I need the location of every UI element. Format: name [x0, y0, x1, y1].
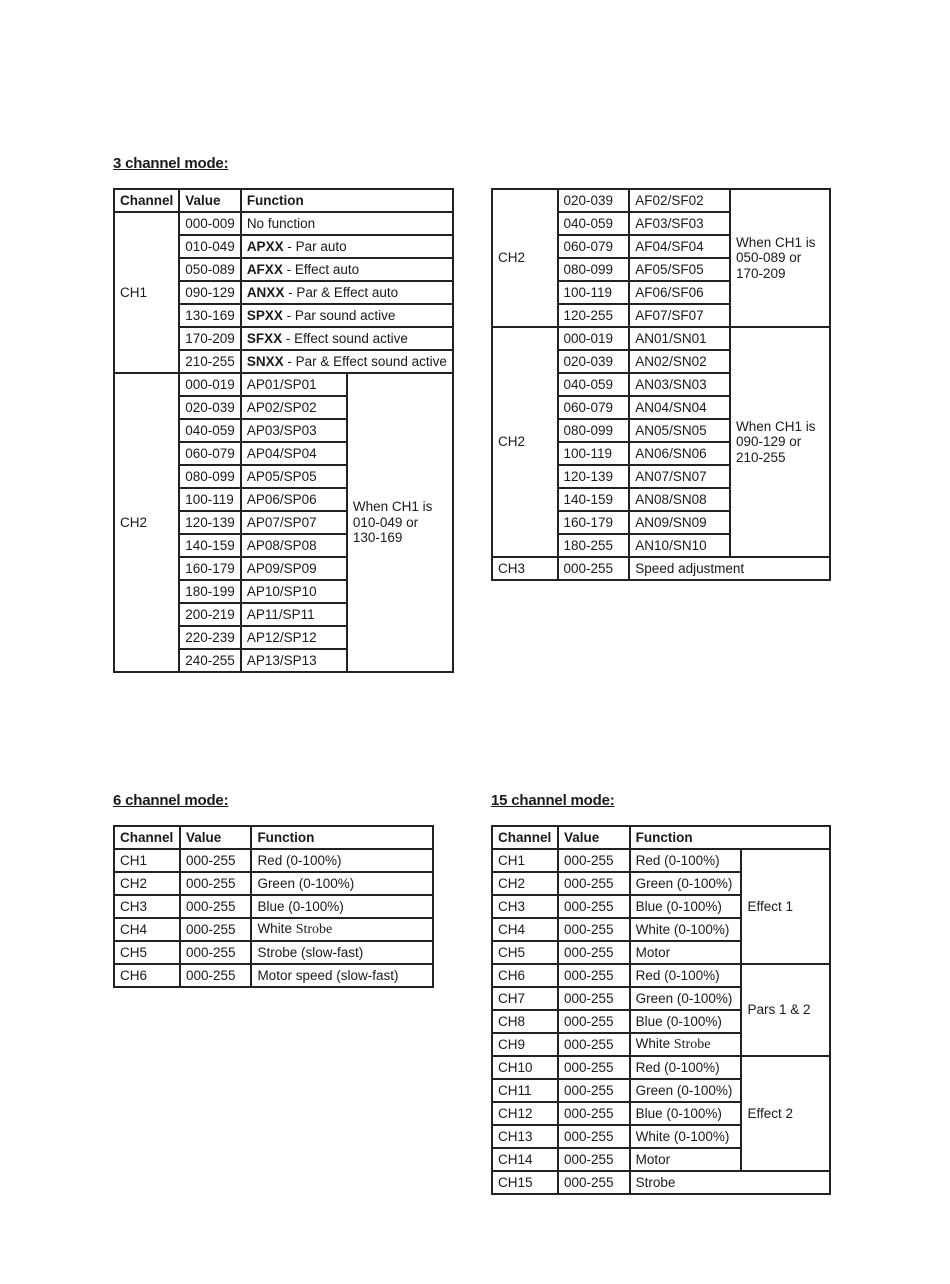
function-cell [241, 304, 453, 327]
value-cell: 180-255 [558, 534, 630, 557]
condition-note: When CH1 is 090-129 or 210-255 [730, 327, 830, 557]
channel-cell: CH15 [492, 1171, 558, 1194]
function-text: Motor [635, 944, 671, 960]
function-cell [241, 258, 453, 281]
value-cell: 060-079 [558, 396, 630, 419]
function-cell [630, 872, 742, 895]
value-cell: 240-255 [179, 649, 241, 672]
function-cell [241, 281, 453, 304]
value-cell: 000-255 [558, 1010, 630, 1033]
function-text: Green (0-100%) [257, 875, 355, 891]
value-cell: 120-139 [558, 465, 630, 488]
table-row [492, 849, 830, 872]
value-cell: 080-099 [558, 419, 630, 442]
group-label: Pars 1 & 2 [741, 964, 830, 1056]
three-channel-table-continued [491, 188, 831, 581]
function-text: White [635, 1035, 671, 1051]
function-text: Blue (0-100%) [635, 1013, 722, 1029]
fifteen-channel-table [491, 825, 831, 1195]
value-cell: 000-255 [558, 918, 630, 941]
function-cell [251, 895, 433, 918]
channel-cell: CH14 [492, 1148, 558, 1171]
value-cell: 000-255 [558, 1079, 630, 1102]
column-header-value: Value [179, 189, 241, 212]
table-row [114, 212, 453, 235]
value-cell: 060-079 [558, 235, 630, 258]
function-cell [251, 872, 433, 895]
value-cell: 000-255 [558, 987, 630, 1010]
table-row [114, 849, 433, 872]
function-cell [251, 849, 433, 872]
function-cell: AP04/SP04 [241, 442, 347, 465]
channel-cell: CH9 [492, 1033, 558, 1056]
function-cell [630, 1056, 742, 1079]
mode-code: ANXX [246, 284, 285, 300]
mode-code: AFXX [246, 261, 283, 277]
value-cell: 050-089 [179, 258, 241, 281]
function-text: White (0-100%) [635, 1128, 730, 1144]
table-row [114, 872, 433, 895]
value-cell: 080-099 [179, 465, 241, 488]
table-row [492, 189, 830, 212]
function-cell [630, 1125, 742, 1148]
table-row [114, 941, 433, 964]
value-cell: 000-255 [180, 895, 251, 918]
function-cell: AN08/SN08 [629, 488, 730, 511]
value-cell: 000-255 [558, 1125, 630, 1148]
function-cell: AP06/SP06 [241, 488, 347, 511]
function-cell: AP13/SP13 [241, 649, 347, 672]
value-cell: 140-159 [558, 488, 630, 511]
channel-cell: CH6 [114, 964, 180, 987]
function-text: - Par auto [283, 238, 347, 254]
value-cell: 000-255 [180, 872, 251, 895]
value-cell: 080-099 [558, 258, 630, 281]
channel-cell: CH10 [492, 1056, 558, 1079]
six-channel-table [113, 825, 434, 988]
value-cell: 020-039 [558, 350, 630, 373]
value-cell: 010-049 [179, 235, 241, 258]
function-text: Red (0-100%) [635, 852, 720, 868]
channel-cell: CH2 [492, 189, 558, 327]
function-cell: AN05/SN05 [629, 419, 730, 442]
function-cell [630, 1148, 742, 1171]
column-header-function: Function [630, 826, 830, 849]
function-text: Blue (0-100%) [635, 898, 722, 914]
channel-cell: CH5 [114, 941, 180, 964]
six-channel-heading: 6 channel mode: [113, 792, 229, 809]
function-cell: Speed adjustment [629, 557, 830, 580]
function-cell: AP02/SP02 [241, 396, 347, 419]
column-header-channel: Channel [114, 826, 180, 849]
value-cell: 100-119 [179, 488, 241, 511]
table-row [114, 918, 433, 941]
value-cell: 100-119 [558, 281, 630, 304]
three-channel-heading: 3 channel mode: [113, 155, 229, 172]
function-cell: AN09/SN09 [629, 511, 730, 534]
function-cell: AF03/SF03 [629, 212, 730, 235]
value-cell: 020-039 [179, 396, 241, 419]
condition-note: When CH1 is 010-049 or 130-169 [347, 373, 453, 672]
channel-cell: CH2 [114, 872, 180, 895]
function-text: Green (0-100%) [635, 990, 733, 1006]
function-cell [251, 941, 433, 964]
function-cell [630, 895, 742, 918]
function-text: White (0-100%) [635, 921, 730, 937]
channel-cell: CH4 [114, 918, 180, 941]
value-cell: 000-009 [179, 212, 241, 235]
function-text: - Effect sound active [282, 330, 408, 346]
column-header-channel: Channel [114, 189, 179, 212]
value-cell: 020-039 [558, 189, 630, 212]
value-cell: 000-019 [558, 327, 630, 350]
value-cell: 000-255 [558, 1148, 630, 1171]
function-cell [251, 918, 433, 941]
value-cell: 160-179 [558, 511, 630, 534]
mode-code: SPXX [246, 307, 283, 323]
function-text: White [257, 920, 292, 936]
function-cell: AF05/SF05 [629, 258, 730, 281]
function-cell: AP03/SP03 [241, 419, 347, 442]
function-text: No function [246, 215, 316, 231]
function-text: Blue (0-100%) [257, 898, 344, 914]
function-text: - Par & Effect auto [284, 284, 399, 300]
function-cell [241, 212, 453, 235]
function-cell: AN07/SN07 [629, 465, 730, 488]
value-cell: 000-255 [558, 941, 630, 964]
channel-cell: CH11 [492, 1079, 558, 1102]
function-text: Motor [635, 1151, 671, 1167]
function-text: Red (0-100%) [635, 967, 720, 983]
table-row [492, 964, 830, 987]
value-cell: 000-255 [180, 964, 251, 987]
value-cell: 200-219 [179, 603, 241, 626]
value-cell: 040-059 [179, 419, 241, 442]
channel-cell: CH1 [492, 849, 558, 872]
table-row [492, 327, 830, 350]
function-cell [630, 918, 742, 941]
channel-cell: CH1 [114, 212, 179, 373]
value-cell: 000-255 [180, 849, 251, 872]
table-row [492, 1056, 830, 1079]
channel-cell: CH2 [114, 373, 179, 672]
value-cell: 000-255 [558, 964, 630, 987]
value-cell: 000-255 [558, 557, 630, 580]
function-cell [630, 1102, 742, 1125]
function-cell: AP01/SP01 [241, 373, 347, 396]
function-text: Green (0-100%) [635, 1082, 733, 1098]
fifteen-channel-heading: 15 channel mode: [491, 792, 615, 809]
channel-cell: CH13 [492, 1125, 558, 1148]
value-cell: 040-059 [558, 373, 630, 396]
function-cell [241, 235, 453, 258]
value-cell: 000-255 [558, 895, 630, 918]
function-extra-text: Strobe [295, 921, 333, 937]
function-cell [241, 350, 453, 373]
channel-cell: CH2 [492, 327, 558, 557]
channel-cell: CH3 [492, 895, 558, 918]
value-cell: 000-255 [558, 872, 630, 895]
channel-cell: CH8 [492, 1010, 558, 1033]
table-row [114, 964, 433, 987]
function-text: Motor speed (slow-fast) [257, 967, 399, 983]
header-row [114, 189, 453, 212]
column-header-value: Value [558, 826, 630, 849]
value-cell: 000-255 [180, 941, 251, 964]
function-cell: AF02/SF02 [629, 189, 730, 212]
function-cell: AP09/SP09 [241, 557, 347, 580]
channel-cell: CH4 [492, 918, 558, 941]
function-text: - Par & Effect sound active [283, 353, 447, 369]
mode-code: SNXX [246, 353, 284, 369]
channel-cell: CH3 [114, 895, 180, 918]
function-cell: AN10/SN10 [629, 534, 730, 557]
function-cell [630, 964, 742, 987]
value-cell: 100-119 [558, 442, 630, 465]
function-cell: Strobe [630, 1171, 830, 1194]
value-cell: 060-079 [179, 442, 241, 465]
header-row [114, 826, 433, 849]
function-cell [241, 327, 453, 350]
function-cell: AN04/SN04 [629, 396, 730, 419]
mode-code: APXX [246, 238, 284, 254]
value-cell: 040-059 [558, 212, 630, 235]
value-cell: 180-199 [179, 580, 241, 603]
function-cell [630, 987, 742, 1010]
function-cell: AF07/SF07 [629, 304, 730, 327]
group-label: Effect 2 [741, 1056, 830, 1171]
channel-cell: CH1 [114, 849, 180, 872]
table-row [492, 1171, 830, 1194]
channel-cell: CH3 [492, 557, 558, 580]
value-cell: 140-159 [179, 534, 241, 557]
function-cell [630, 1010, 742, 1033]
value-cell: 000-255 [558, 1033, 630, 1056]
table-row [492, 557, 830, 580]
function-cell: AP12/SP12 [241, 626, 347, 649]
function-cell: AP07/SP07 [241, 511, 347, 534]
value-cell: 000-255 [558, 849, 630, 872]
function-cell: AN01/SN01 [629, 327, 730, 350]
three-channel-table [113, 188, 454, 673]
column-header-function: Function [251, 826, 433, 849]
value-cell: 000-255 [558, 1102, 630, 1125]
channel-cell: CH7 [492, 987, 558, 1010]
mode-code: SFXX [246, 330, 283, 346]
function-cell: AP11/SP11 [241, 603, 347, 626]
column-header-value: Value [180, 826, 251, 849]
function-cell [630, 941, 742, 964]
function-text: Red (0-100%) [635, 1059, 720, 1075]
function-extra-text: Strobe [673, 1036, 711, 1052]
column-header-channel: Channel [492, 826, 558, 849]
channel-cell: CH12 [492, 1102, 558, 1125]
channel-cell: CH2 [492, 872, 558, 895]
function-cell: AP08/SP08 [241, 534, 347, 557]
function-cell: AN03/SN03 [629, 373, 730, 396]
value-cell: 160-179 [179, 557, 241, 580]
function-cell: AN02/SN02 [629, 350, 730, 373]
function-text: - Effect auto [282, 261, 360, 277]
value-cell: 210-255 [179, 350, 241, 373]
function-cell: AF04/SF04 [629, 235, 730, 258]
column-header-function: Function [241, 189, 453, 212]
function-cell [630, 1079, 742, 1102]
function-text: Red (0-100%) [257, 852, 342, 868]
function-text: Green (0-100%) [635, 875, 733, 891]
function-cell: AP05/SP05 [241, 465, 347, 488]
value-cell: 000-255 [180, 918, 251, 941]
function-text: Blue (0-100%) [635, 1105, 722, 1121]
table-row [114, 373, 453, 396]
value-cell: 220-239 [179, 626, 241, 649]
function-cell: AF06/SF06 [629, 281, 730, 304]
value-cell: 000-255 [558, 1171, 630, 1194]
function-text: - Par sound active [282, 307, 396, 323]
function-text: Strobe (slow-fast) [257, 944, 364, 960]
value-cell: 130-169 [179, 304, 241, 327]
header-row [492, 826, 830, 849]
function-cell: AP10/SP10 [241, 580, 347, 603]
value-cell: 120-255 [558, 304, 630, 327]
function-cell: AN06/SN06 [629, 442, 730, 465]
channel-cell: CH6 [492, 964, 558, 987]
group-label: Effect 1 [741, 849, 830, 964]
condition-note: When CH1 is 050-089 or 170-209 [730, 189, 830, 327]
value-cell: 120-139 [179, 511, 241, 534]
value-cell: 090-129 [179, 281, 241, 304]
table-row [114, 895, 433, 918]
value-cell: 000-019 [179, 373, 241, 396]
function-cell [630, 1033, 742, 1056]
value-cell: 170-209 [179, 327, 241, 350]
function-cell [630, 849, 742, 872]
channel-cell: CH5 [492, 941, 558, 964]
function-cell [251, 964, 433, 987]
value-cell: 000-255 [558, 1056, 630, 1079]
